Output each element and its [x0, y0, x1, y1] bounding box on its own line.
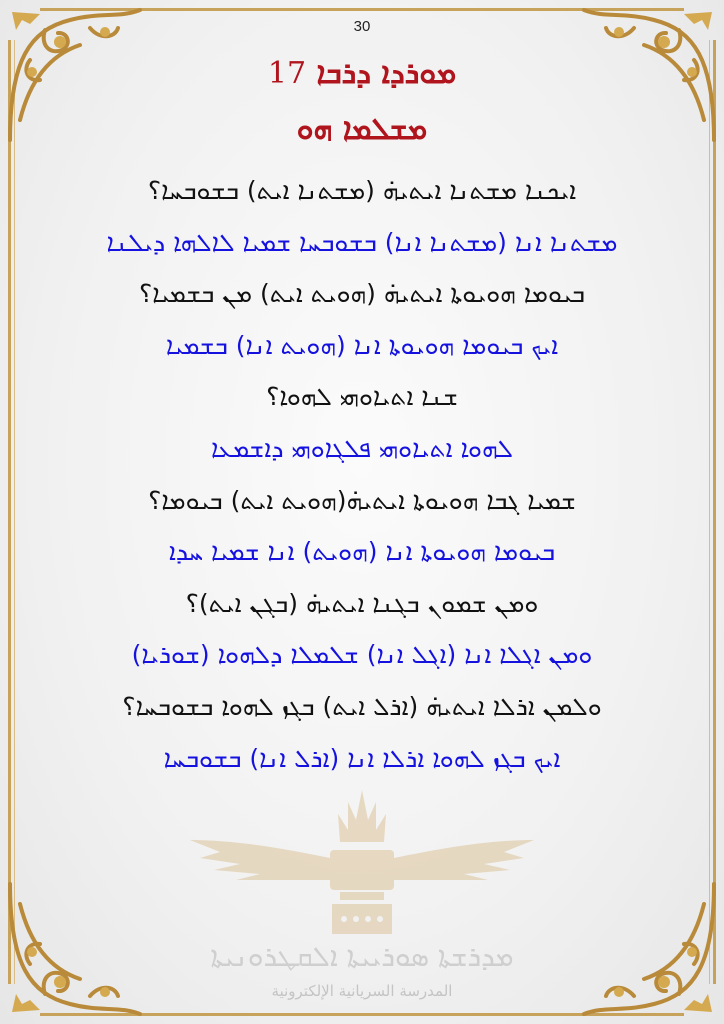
school-name-syriac: ܡܕܪܫܬܐ ܣܘܪܝܝܬܐ ܐܠܩܛܪܘܢܝܬܐ	[210, 940, 514, 973]
answer-line: ܒܝܘܡܐ ܗܘܝܘܬܐ ܐܢܐ (ܗܘܝܬ) ܐܢܐ ܫܡܝܐ ܚܕܐ	[168, 537, 556, 567]
lesson-subtitle: ܡܫܠܡܐ ܗܘ	[296, 112, 428, 147]
question-line: ܫܡܝܐ ܓܒܐ ܗܘܝܘܬܐ ܐܝܬܝܗ̇(ܗܘܝܬ ܐܝܬ) ܒܝܘܡܐ؟	[148, 485, 576, 515]
answer-line: ܡܫܬܢܐ ܐܢܐ (ܡܫܬܢܐ ܐܢܐ) ܒܫܘܒܚܐ ܫܡܝܐ ܠܐܠܗܐ ܕܝܠܢܐ	[106, 227, 618, 257]
lesson-title	[0, 56, 724, 91]
qa-list	[30, 165, 694, 784]
answer-line: ܠܗܘܐ ܐܬܝܐܘܗܝ ܦܠܓܐܘܗܝ ܕܐܫܡܥܐ	[210, 433, 514, 463]
page-number: 30	[353, 18, 371, 35]
answer-line: ܐܝܟ ܒܝܘܡܐ ܗܘܝܘܬܐ ܐܢܐ (ܗܘܝܬ ܐܢܐ) ܒܫܡܝܐ	[165, 330, 559, 360]
question-line: ܘܡܢ ܫܡܘܢ ܒܓܢܐ ܐܝܬܝܗ̇ (ܒܓܢ ܐܝܬ)؟	[185, 588, 539, 618]
frame-left-border	[8, 40, 11, 984]
lesson-title-text: ܡܘܪܕܐ ܕܪܒܐ	[316, 56, 457, 91]
question-line: ܐܝܟܢܐ ܡܫܬܢܐ ܐܝܬܝܗ̇ (ܡܫܬܢܐ ܐܝܬ) ܒܫܘܒܚܐ؟	[147, 176, 577, 205]
answer-line: ܘܡܢ ܐܓܠܐ ܐܢܐ (ܐܓܠ ܐܢܐ) ܫܠܡܠܐ ܕܠܗܘܐ (ܫܘܪܝܐ)	[131, 640, 593, 670]
question-line: ܫܢܐ ܐܬܝܐܘܗܝ ܠܗܘܐ؟	[266, 382, 458, 412]
question-line: ܘܠܡܢ ܐܪܠܐ ܐܝܬܝܗ̇ (ܐܪܠ ܐܝܬ) ܒܓܙ ܠܗܘܐ ܒܫܘܒܚܐ؟	[122, 691, 602, 721]
question-line: ܒܝܘܡܐ ܗܘܝܘܬܐ ܐܝܬܝܗ̇ (ܗܘܝܬ ܐܝܬ) ܡܢ ܒܫܡܝܐ؟	[139, 279, 585, 309]
answer-line: ܐܝܟ ܒܓܙ ܠܗܘܐ ܐܪܠܐ ܐܢܐ (ܐܪܠ ܐܢܐ) ܒܫܘܒܚܐ	[163, 743, 561, 773]
frame-right-inner-border	[709, 40, 710, 984]
lesson-number: 17	[267, 56, 307, 91]
frame-left-inner-border	[14, 40, 15, 984]
frame-right-border	[713, 40, 716, 984]
school-emblem-icon	[180, 780, 544, 950]
school-name-arabic: المدرسة السريانية الإلكترونية	[271, 982, 453, 1000]
